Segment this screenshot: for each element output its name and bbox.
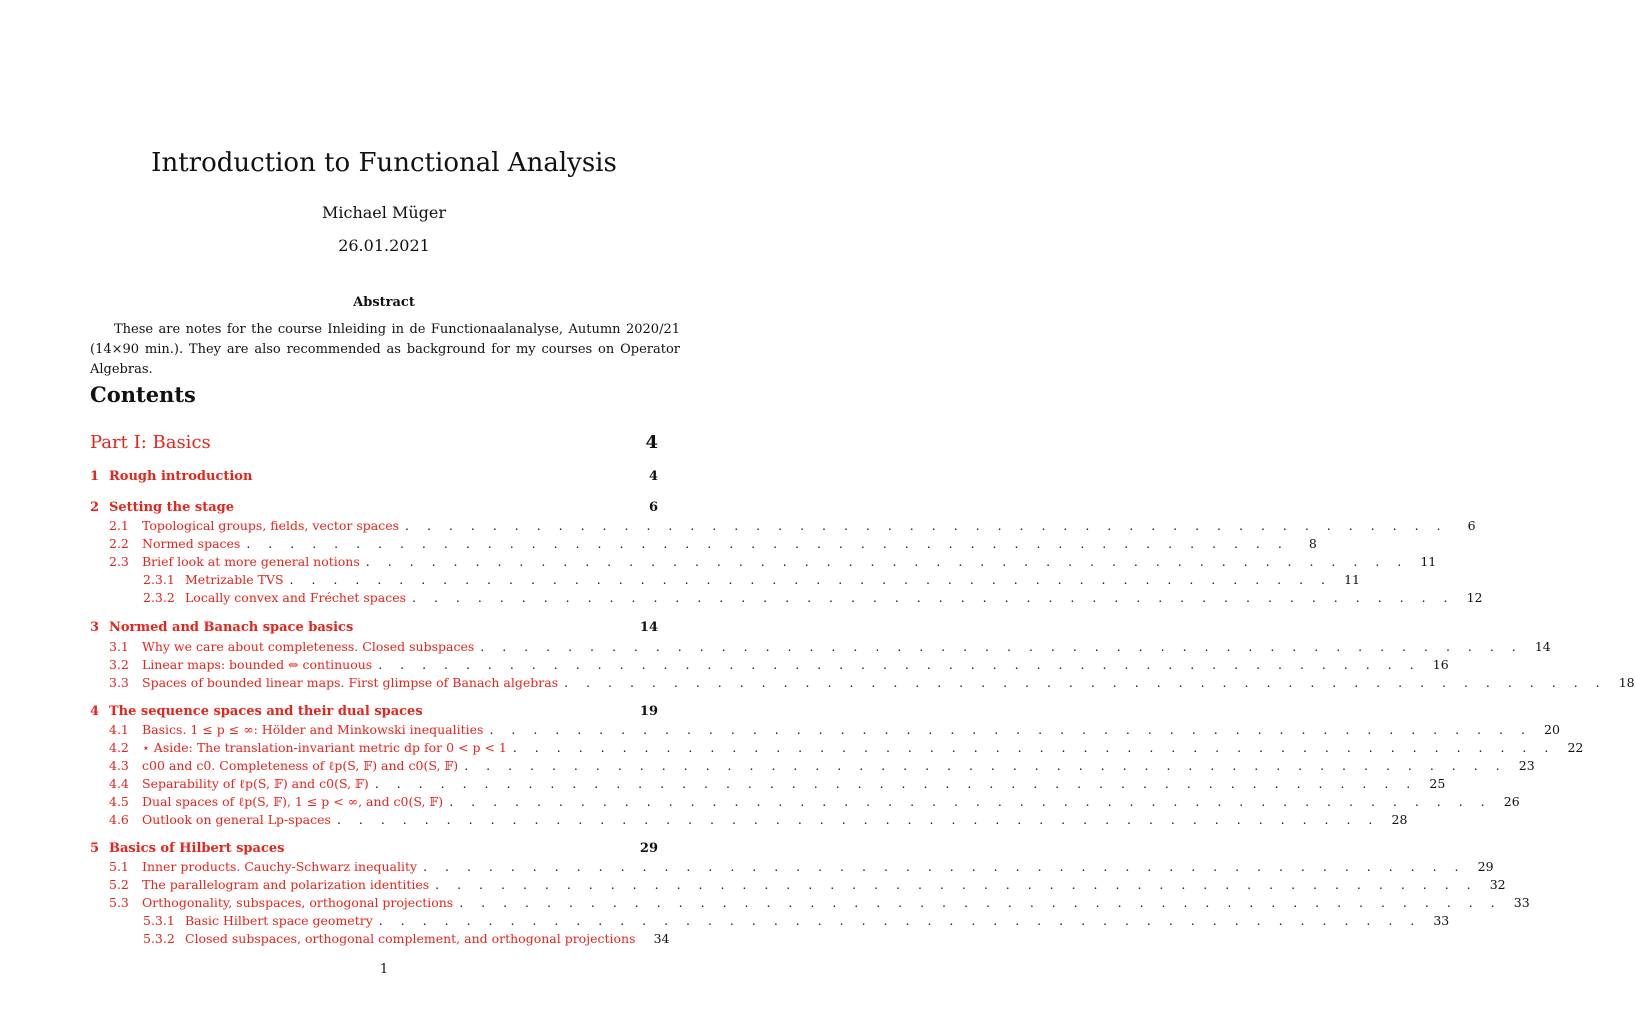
toc-subsection-number: 2.1 bbox=[109, 518, 129, 533]
toc-subsection-page: 8 bbox=[1308, 536, 1317, 551]
toc-subsubsection-number: 5.3.2 bbox=[143, 931, 175, 946]
toc-subsection-page: 28 bbox=[1391, 812, 1408, 827]
toc-subsection-5-3[interactable] bbox=[109, 895, 1530, 913]
toc-leader-dots: . . . . . . . . . . . . . . . . . . . . . . . . . . . . . . . . . . . . . . . . . . . . . . . . bbox=[246, 536, 1289, 551]
toc-section-page: 29 bbox=[639, 841, 658, 856]
toc-subsection-number: 5.2 bbox=[109, 877, 129, 892]
abstract-body: These are notes for the course Inleiding in de Functionaalanalyse, Autumn 2020/21 (14×90 min.). They are also recommended as background for my courses on Operator Algebras. bbox=[90, 322, 680, 377]
toc-section-2[interactable] bbox=[90, 500, 658, 518]
toc-subsubsection-5-3-1[interactable] bbox=[143, 913, 1450, 931]
toc-subsubsection-2-3-2[interactable] bbox=[143, 590, 1483, 608]
toc-subsection-title[interactable]: Why we care about completeness. Closed subspaces bbox=[142, 639, 475, 654]
toc-leader-dots: . . . . . . . . . . . . . . . . . . . . . . . . . . . . . . . . . . . . . . . . . . . . . . . . bbox=[378, 913, 1422, 928]
toc-subsubsection-page: 11 bbox=[1344, 572, 1361, 587]
contents-heading: Contents bbox=[90, 382, 196, 407]
toc-leader-dots: . . . . . . . . . . . . . . . . . . . . . . . . . . . . . . . . . . . . . . . . . . . . . . . . bbox=[459, 895, 1502, 910]
toc-subsubsection-title[interactable]: Locally convex and Fréchet spaces bbox=[185, 590, 407, 605]
toc-subsection-number: 4.5 bbox=[109, 794, 129, 809]
toc-subsection-title[interactable]: Basics. 1 ≤ p ≤ ∞: Hölder and Minkowski inequalities bbox=[142, 722, 484, 737]
toc-subsection-number: 2.2 bbox=[109, 536, 129, 551]
toc-subsection-page: 11 bbox=[1420, 554, 1437, 569]
toc-leader-dots: . . . . . . . . . . . . . . . . . . . . . . . . . . . . . . . . . . . . . . . . . . . . . . . . bbox=[449, 794, 1492, 809]
toc-section-number: 5 bbox=[90, 841, 100, 856]
toc-section-title[interactable]: Basics of Hilbert spaces bbox=[109, 841, 285, 856]
toc-section-number: 4 bbox=[90, 704, 100, 719]
toc-leader-dots: . . . . . . . . . . . . . . . . . . . . . . . . . . . . . . . . . . . . . . . . . . . . . . . . bbox=[464, 758, 1507, 773]
toc-subsubsection-title[interactable]: Metrizable TVS bbox=[185, 572, 284, 587]
toc-leader-dots: . . . . . . . . . . . . . . . . . . . . . . . . . . . . . . . . . . . . . . . . . . . . . . . . bbox=[480, 639, 1523, 654]
toc-subsection-page: 6 bbox=[1467, 518, 1476, 533]
toc-subsection-number: 5.1 bbox=[109, 859, 129, 874]
toc-subsection-title[interactable]: Brief look at more general notions bbox=[142, 554, 360, 569]
toc-subsection-4-5[interactable] bbox=[109, 794, 1520, 812]
toc-part-label[interactable]: Part I: Basics bbox=[90, 432, 211, 453]
toc-subsection-4-6[interactable] bbox=[109, 812, 1408, 830]
toc-leader-dots: . . . . . . . . . . . . . . . . . . . . . . . . . . . . . . . . . . . . . . . . . . . . . . . . bbox=[435, 877, 1478, 892]
toc-subsection-title[interactable]: Outlook on general Lp-spaces bbox=[142, 812, 331, 827]
toc-section-1[interactable] bbox=[90, 469, 658, 487]
toc-subsubsection-number: 2.3.2 bbox=[143, 590, 175, 605]
toc-subsubsection-number: 5.3.1 bbox=[143, 913, 175, 928]
toc-subsection-2-2[interactable] bbox=[109, 536, 1317, 554]
toc-section-4[interactable] bbox=[90, 704, 658, 722]
toc-subsection-title[interactable]: Orthogonality, subspaces, orthogonal projections bbox=[142, 895, 454, 910]
toc-subsection-4-4[interactable] bbox=[109, 776, 1446, 794]
toc-leader-dots: . . . . . . . . . . . . . . . . . . . . . . . . . . . . . . . . . . . . . . . . . . . . . . . . bbox=[564, 675, 1607, 690]
toc-subsection-number: 3.1 bbox=[109, 639, 129, 654]
toc-subsection-page: 26 bbox=[1503, 794, 1520, 809]
toc-leader-dots: . . . . . . . . . . . . . . . . . . . . . . . . . . . . . . . . . . . . . . . . . . . . . . . . bbox=[374, 776, 1418, 791]
toc-section-page: 4 bbox=[648, 469, 658, 484]
document-title: Introduction to Functional Analysis bbox=[151, 148, 617, 178]
toc-subsection-page: 33 bbox=[1513, 895, 1530, 910]
toc-subsection-5-1[interactable] bbox=[109, 859, 1494, 877]
toc-subsection-page: 25 bbox=[1429, 776, 1446, 791]
toc-subsubsection-title[interactable]: Closed subspaces, orthogonal complement, and orthogonal projections bbox=[185, 931, 636, 946]
toc-section-title[interactable]: Normed and Banach space basics bbox=[109, 620, 354, 635]
toc-subsection-title[interactable]: Spaces of bounded linear maps. First glimpse of Banach algebras bbox=[142, 675, 559, 690]
toc-subsection-title[interactable]: c00 and c0. Completeness of ℓp(S, 𝔽) and c0(S, 𝔽) bbox=[142, 758, 459, 773]
toc-subsection-title[interactable]: The parallelogram and polarization identities bbox=[142, 877, 430, 892]
toc-subsection-4-2[interactable] bbox=[109, 740, 1584, 758]
author-name: Michael Müger bbox=[321, 203, 447, 222]
toc-leader-dots: . . . . . . . . . . . . . . . . . . . . . . . . . . . . . . . . . . . . . . . . . . . . . . . . bbox=[365, 554, 1409, 569]
toc-section-title[interactable]: Setting the stage bbox=[109, 500, 235, 515]
toc-leader-dots: . . . . . . . . . . . . . . . . . . . . . . . . . . . . . . . . . . . . . . . . . . . . . . . . bbox=[405, 518, 1448, 533]
toc-subsubsection-title[interactable]: Basic Hilbert space geometry bbox=[185, 913, 373, 928]
toc-subsection-2-1[interactable] bbox=[109, 518, 1476, 536]
document-date: 26.01.2021 bbox=[338, 236, 430, 255]
toc-section-number: 1 bbox=[90, 469, 100, 484]
toc-subsection-3-2[interactable] bbox=[109, 657, 1449, 675]
abstract-text bbox=[90, 320, 680, 380]
toc-section-number: 2 bbox=[90, 500, 100, 515]
page-number: 1 bbox=[379, 962, 389, 977]
toc-subsubsection-page: 33 bbox=[1433, 913, 1450, 928]
toc-section-title[interactable]: The sequence spaces and their dual spaces bbox=[109, 704, 423, 719]
toc-subsubsection-2-3-1[interactable] bbox=[143, 572, 1361, 590]
toc-subsection-page: 22 bbox=[1567, 740, 1584, 755]
toc-section-page: 6 bbox=[648, 500, 658, 515]
toc-part-1[interactable] bbox=[90, 432, 658, 456]
toc-leader-dots: . . . . . . . . . . . . . . . . . . . . . . . . . . . . . . . . . . . . . . . . . . . . . . . . bbox=[423, 859, 1466, 874]
toc-subsection-4-1[interactable] bbox=[109, 722, 1560, 740]
toc-part-page: 4 bbox=[645, 432, 658, 453]
toc-leader-dots: . . . . . . . . . . . . . . . . . . . . . . . . . . . . . . . . . . . . . . . . . . . . . . . . bbox=[512, 740, 1556, 755]
toc-subsection-4-3[interactable] bbox=[109, 758, 1535, 776]
toc-leader-dots: . . . . . . . . . . . . . . . . . . . . . . . . . . . . . . . . . . . . . . . . . . . . . . . . bbox=[289, 572, 1333, 587]
toc-subsection-number: 4.2 bbox=[109, 740, 129, 755]
toc-subsection-page: 20 bbox=[1544, 722, 1560, 737]
toc-section-page: 14 bbox=[639, 620, 658, 635]
toc-section-5[interactable] bbox=[90, 841, 658, 859]
toc-subsubsection-page: 12 bbox=[1466, 590, 1483, 605]
toc-subsubsection-page: 34 bbox=[653, 931, 670, 946]
toc-subsection-title[interactable]: Linear maps: bounded ⇔ continuous bbox=[142, 657, 373, 672]
toc-subsection-5-2[interactable] bbox=[109, 877, 1506, 895]
toc-subsection-title[interactable]: ⋆ Aside: The translation-invariant metric dp for 0 < p < 1 bbox=[142, 740, 507, 755]
toc-section-number: 3 bbox=[90, 620, 100, 635]
toc-subsection-number: 4.4 bbox=[109, 776, 129, 791]
toc-subsubsection-5-3-2[interactable] bbox=[143, 931, 670, 949]
toc-leader-dots: . . . . . . . . . . . . . . . . . . . . . . . . . . . . . . . . . . . . . . . . . . . . . . . . bbox=[336, 812, 1380, 827]
toc-section-page: 19 bbox=[639, 704, 658, 719]
toc-subsection-page: 16 bbox=[1432, 657, 1449, 672]
toc-subsection-title[interactable]: Separability of ℓp(S, 𝔽) and c0(S, 𝔽) bbox=[142, 776, 369, 791]
toc-subsection-number: 3.3 bbox=[109, 675, 129, 690]
toc-subsection-title[interactable]: Normed spaces bbox=[142, 536, 241, 551]
toc-subsection-number: 4.1 bbox=[109, 722, 129, 737]
toc-subsection-number: 2.3 bbox=[109, 554, 129, 569]
toc-subsection-number: 4.6 bbox=[109, 812, 129, 827]
abstract-heading: Abstract bbox=[353, 295, 415, 310]
toc-subsubsection-number: 2.3.1 bbox=[143, 572, 175, 587]
toc-subsection-page: 29 bbox=[1477, 859, 1494, 874]
toc-leader-dots: . . . . . . . . . . . . . . . . . . . . . . . . . . . . . . . . . . . . . . . . . . . . . . . . bbox=[489, 722, 1532, 737]
toc-leader-dots: . . . . . . . . . . . . . . . . . . . . . . . . . . . . . . . . . . . . . . . . . . . . . . . . bbox=[412, 590, 1455, 605]
toc-subsection-page: 14 bbox=[1534, 639, 1551, 654]
toc-subsection-3-3[interactable] bbox=[109, 675, 1635, 693]
toc-subsection-page: 32 bbox=[1489, 877, 1506, 892]
toc-section-3[interactable] bbox=[90, 620, 658, 638]
toc-subsection-3-1[interactable] bbox=[109, 639, 1551, 657]
toc-subsection-page: 23 bbox=[1518, 758, 1535, 773]
toc-subsection-2-3[interactable] bbox=[109, 554, 1437, 572]
toc-subsection-page: 18 bbox=[1618, 675, 1635, 690]
toc-leader-dots: . . . . . . . . . . . . . . . . . . . . . . . . . . . . . . . . . . . . . . . . . . . . . . . . bbox=[378, 657, 1421, 672]
toc-subsection-number: 3.2 bbox=[109, 657, 129, 672]
toc-subsection-title[interactable]: Topological groups, fields, vector spaces bbox=[142, 518, 400, 533]
toc-subsection-title[interactable]: Dual spaces of ℓp(S, 𝔽), 1 ≤ p < ∞, and c0(S, 𝔽) bbox=[142, 794, 444, 809]
toc-subsection-title[interactable]: Inner products. Cauchy-Schwarz inequality bbox=[142, 859, 418, 874]
toc-subsection-number: 4.3 bbox=[109, 758, 129, 773]
toc-section-title[interactable]: Rough introduction bbox=[109, 469, 253, 484]
toc-subsection-number: 5.3 bbox=[109, 895, 129, 910]
